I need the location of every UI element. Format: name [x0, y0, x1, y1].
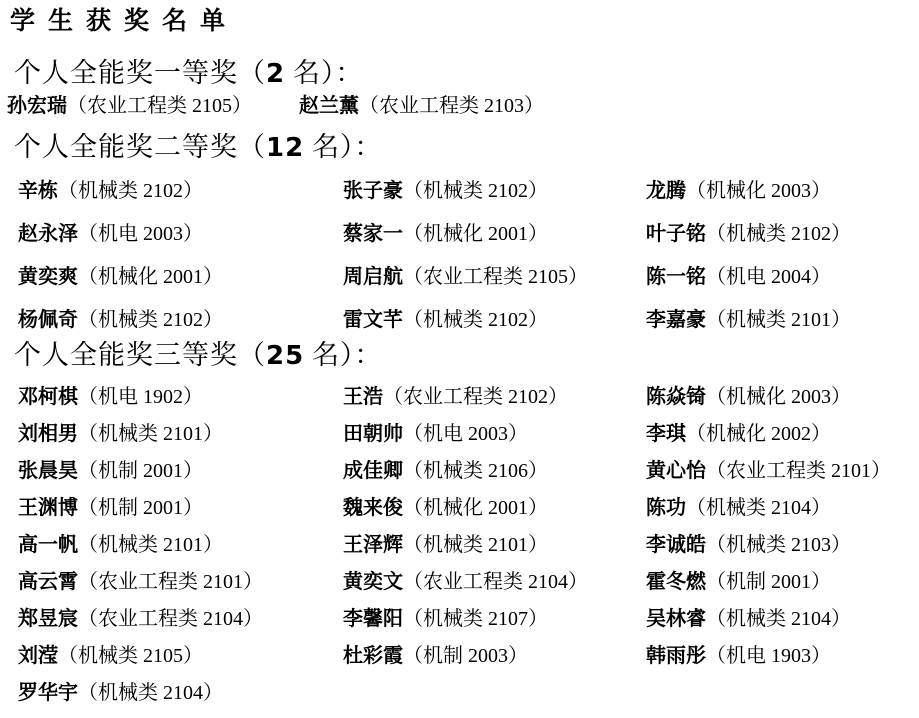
winner-entry	[646, 376, 919, 413]
winner-class-info: （机械化 2003）	[686, 180, 831, 202]
winner-name: 黄心怡	[646, 460, 706, 482]
winner-class-info: （机械类 2106）	[403, 460, 548, 482]
winner-class-info: （机械类 2102）	[78, 309, 223, 331]
third-prize-heading	[14, 339, 919, 372]
heading-text-after: 名）：	[304, 340, 383, 370]
winner-class-info: （农业工程类 2105）	[403, 266, 588, 288]
winner-class-info: （机械类 2102）	[403, 180, 548, 202]
winner-class-info: （机械类 2107）	[403, 608, 548, 630]
winner-entry	[646, 561, 919, 598]
winner-class-info: （农业工程类 2102）	[383, 386, 568, 408]
first-prize-heading	[14, 57, 919, 90]
winner-class-info: （机械类 2102）	[58, 180, 203, 202]
winner-entry	[18, 598, 343, 635]
winner-entry	[343, 487, 646, 524]
winner-class-info: （机电 2004）	[706, 266, 831, 288]
winner-entry	[18, 450, 343, 487]
second-prize-heading	[14, 131, 919, 164]
winner-entry	[343, 413, 646, 450]
heading-count: 2	[266, 59, 286, 89]
winner-name: 叶子铭	[646, 223, 706, 245]
winner-name: 田朝帅	[343, 423, 403, 445]
winner-name: 王泽辉	[343, 534, 403, 556]
winner-name: 王浩	[343, 386, 383, 408]
winner-class-info: （机械化 2001）	[403, 223, 548, 245]
winner-name: 魏来俊	[343, 497, 403, 519]
winner-entry	[646, 487, 919, 524]
winner-name: 罗华宇	[18, 682, 78, 704]
winner-name: 韩雨彤	[646, 645, 706, 667]
winner-entry	[343, 167, 646, 210]
winner-name: 孙宏瑞	[7, 95, 67, 117]
winner-name: 赵兰薰	[299, 95, 359, 117]
winner-entry	[18, 672, 343, 709]
winner-entry	[343, 524, 646, 561]
winner-name: 辛栋	[18, 180, 58, 202]
winner-class-info: （农业工程类 2101）	[78, 571, 263, 593]
winner-class-info: （机制 2001）	[706, 571, 831, 593]
winner-name: 黄奕爽	[18, 266, 78, 288]
winner-name: 张子豪	[343, 180, 403, 202]
winner-entry	[646, 253, 919, 296]
winner-name: 吴林睿	[646, 608, 706, 630]
winner-class-info: （机械类 2101）	[403, 534, 548, 556]
winner-class-info: （农业工程类 2103）	[359, 95, 544, 117]
winner-name: 王渊博	[18, 497, 78, 519]
second-prize-winners-grid	[18, 167, 919, 339]
winner-class-info: （机械类 2105）	[58, 645, 203, 667]
winner-entry	[343, 450, 646, 487]
winner-name: 刘相男	[18, 423, 78, 445]
winner-class-info: （机械化 2001）	[403, 497, 548, 519]
heading-text-before: 个人全能奖一等奖（	[14, 58, 266, 88]
winner-class-info: （机械化 2003）	[706, 386, 851, 408]
winner-entry	[646, 450, 919, 487]
winner-name: 成佳卿	[343, 460, 403, 482]
winner-name: 黄奕文	[343, 571, 403, 593]
winner-class-info: （机械类 2104）	[78, 682, 223, 704]
winner-name: 杨佩奇	[18, 309, 78, 331]
winner-entry	[343, 210, 646, 253]
winner-entry	[18, 376, 343, 413]
heading-text-before: 个人全能奖三等奖（	[14, 340, 266, 370]
winner-class-info: （机制 2001）	[78, 460, 203, 482]
winner-class-info: （机电 1903）	[706, 645, 831, 667]
winner-entry	[343, 253, 646, 296]
winner-class-info: （机械类 2101）	[706, 309, 851, 331]
winner-class-info: （机械类 2101）	[78, 423, 223, 445]
winner-entry	[646, 635, 919, 672]
heading-count: 12	[266, 133, 305, 163]
winner-entry	[343, 598, 646, 635]
winner-entry	[18, 253, 343, 296]
heading-text-after: 名）：	[304, 132, 383, 162]
winner-entry	[18, 210, 343, 253]
winner-entry	[18, 296, 343, 339]
winner-class-info: （机械化 2002）	[686, 423, 831, 445]
winner-entry	[18, 487, 343, 524]
heading-text-before: 个人全能奖二等奖（	[14, 132, 266, 162]
winner-class-info: （机制 2003）	[403, 645, 528, 667]
winner-name: 李诚皓	[646, 534, 706, 556]
winner-class-info: （机电 1902）	[78, 386, 203, 408]
first-prize-winner-row	[7, 94, 919, 120]
winner-entry	[18, 561, 343, 598]
winner-class-info: （机制 2001）	[78, 497, 203, 519]
winner-name: 雷文芊	[343, 309, 403, 331]
winner-entry	[18, 635, 343, 672]
winner-name: 陈焱锜	[646, 386, 706, 408]
third-prize-winners-grid	[18, 376, 919, 709]
winner-name: 周启航	[343, 266, 403, 288]
winner-class-info: （机械化 2001）	[78, 266, 223, 288]
winner-entry	[646, 210, 919, 253]
winner-name: 霍冬燃	[646, 571, 706, 593]
winner-name: 陈一铭	[646, 266, 706, 288]
winner-entry	[646, 296, 919, 339]
winner-entry	[646, 167, 919, 210]
winner-entry	[18, 413, 343, 450]
winner-name: 邓柯棋	[18, 386, 78, 408]
winner-class-info: （机械类 2102）	[706, 223, 851, 245]
winner-name: 赵永泽	[18, 223, 78, 245]
winner-name: 龙腾	[646, 180, 686, 202]
winner-entry	[343, 635, 646, 672]
winner-class-info: （机械类 2103）	[706, 534, 851, 556]
winner-class-info: （农业工程类 2104）	[403, 571, 588, 593]
winner-name: 高一帆	[18, 534, 78, 556]
heading-count: 25	[266, 341, 305, 371]
winner-entry	[18, 524, 343, 561]
winner-class-info: （机械类 2102）	[403, 309, 548, 331]
winner-class-info: （机械类 2104）	[686, 497, 831, 519]
document-title: 学生获奖名单	[10, 6, 239, 35]
winner-name: 李嘉豪	[646, 309, 706, 331]
winner-entry	[646, 413, 919, 450]
winner-class-info: （机械类 2104）	[706, 608, 851, 630]
winner-entry	[646, 524, 919, 561]
winner-name: 李琪	[646, 423, 686, 445]
winner-entry	[7, 94, 252, 118]
winner-name: 张晨昊	[18, 460, 78, 482]
winner-name: 陈功	[646, 497, 686, 519]
winner-entry	[646, 598, 919, 635]
winner-name: 刘滢	[18, 645, 58, 667]
winner-name: 杜彩霞	[343, 645, 403, 667]
winner-entry	[299, 94, 544, 118]
winner-class-info: （农业工程类 2104）	[78, 608, 263, 630]
winner-class-info: （农业工程类 2101）	[706, 460, 891, 482]
winner-name: 郑昱宸	[18, 608, 78, 630]
winner-entry	[343, 561, 646, 598]
winner-entry	[343, 296, 646, 339]
winner-entry	[18, 167, 343, 210]
winner-entry	[343, 376, 646, 413]
winner-class-info: （农业工程类 2105）	[67, 95, 252, 117]
winner-class-info: （机电 2003）	[78, 223, 203, 245]
winner-name: 蔡家一	[343, 223, 403, 245]
winner-class-info: （机电 2003）	[403, 423, 528, 445]
winner-name: 高云霄	[18, 571, 78, 593]
winner-class-info: （机械类 2101）	[78, 534, 223, 556]
winner-name: 李馨阳	[343, 608, 403, 630]
heading-text-after: 名）：	[285, 58, 364, 88]
